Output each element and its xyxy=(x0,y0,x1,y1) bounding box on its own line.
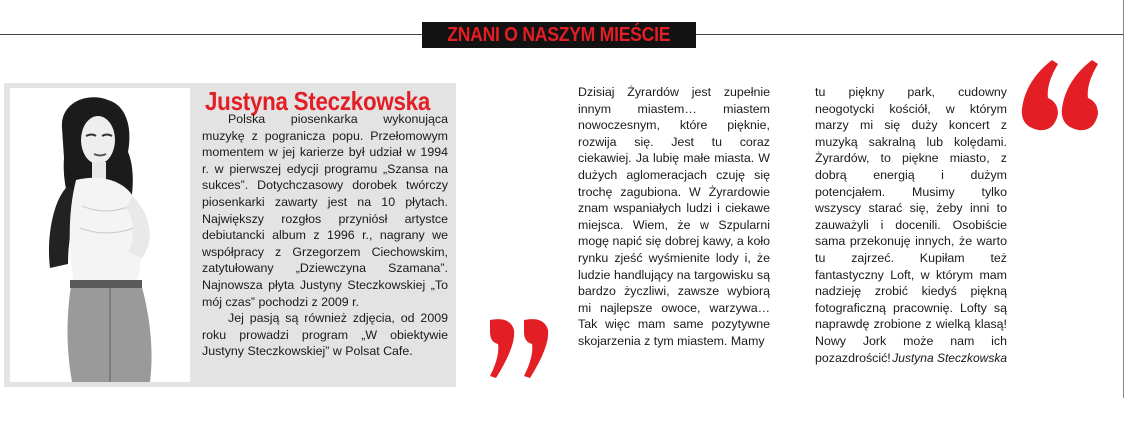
right-rule xyxy=(1123,0,1124,398)
bio-paragraph-2: Jej pasją są również zdjęcia, od 2009 roku prowadzi program „W obiektywie Justyny Steczkowskiej” w Polsat Cafe. xyxy=(202,311,448,359)
bio-name: Justyna Steczkowska xyxy=(205,86,431,116)
opening-quote-mark-icon xyxy=(1018,58,1102,139)
closing-quote-mark-icon xyxy=(486,316,556,385)
portrait-image xyxy=(10,88,190,382)
section-title: ZNANI O NASZYM MIEŚCIE xyxy=(447,23,671,46)
bio-paragraph-1: Polska piosenkarka wykonująca muzykę z pogranicza popu. Przełomowym momentem w jej karierze był udział w 1994 r. w pierwszej edycji programu „Szansa na sukces”. Dotychczasowy dorobek twórczy piosenkarki zawarty jest na 10 płytach. Największy rozgłos przyniósł artystce debiutancki album z 1996 r., nagrany we współpracy z Grzegorzem Ciechowskim, zatytułowany „Dziewczyna Szamana”. Najnowsza płyta Justyny Steczkowskiej „To mój czas” pochodzi z 2009 r. xyxy=(202,112,448,309)
quote-column-1: Dzisiaj Żyrardów jest zupełnie innym miastem… miastem nowoczesnym, które pięknie, rozwija się. Jest tu coraz ciekawiej. Ja lubię małe miasta. W dużych aglomeracjach czuję się trochę zagubiona. W Żyrardowie znam wspaniałych ludzi i ciekawe miejsca. Wiem, że w Szpularni mogę napić się dobrej kawy, a koło rynku zjeść wyśmienite lody i, że ludzie handlujący na targowisku są bardzo życzliwi, zawsze wybiorą mi najlepsze owoce, warzywa… Tak więc mam same pozytywne skojarzenia z tym miastem. Mamy xyxy=(578,85,770,348)
section-header xyxy=(422,22,696,48)
quote-column-2: tu piękny park, cudowny neogotycki kościół, w którym marzy mi się duży koncert z muzyką sakralną lub kolędami. Żyrardów, to piękne miasto, z dobrą energią i dużym potencjałem. Musimy tylko wszyscy starać się, żeby inni to zauważyli i docenili. Osobiście sama przekonuję innych, że warto tu zajrzeć. Kupiłam też fantastyczny Loft, w którym mam nadzieję zrobić kiedyś piękną fotograficzną pracownię. Lofty są naprawdę zrobione z wielką klasą! Nowy Jork może nam ich pozazdrościć! xyxy=(815,85,1007,365)
bio-text xyxy=(202,111,448,360)
portrait-photo xyxy=(10,88,190,382)
quote-signature: Justyna Steczkowska xyxy=(892,351,1007,365)
